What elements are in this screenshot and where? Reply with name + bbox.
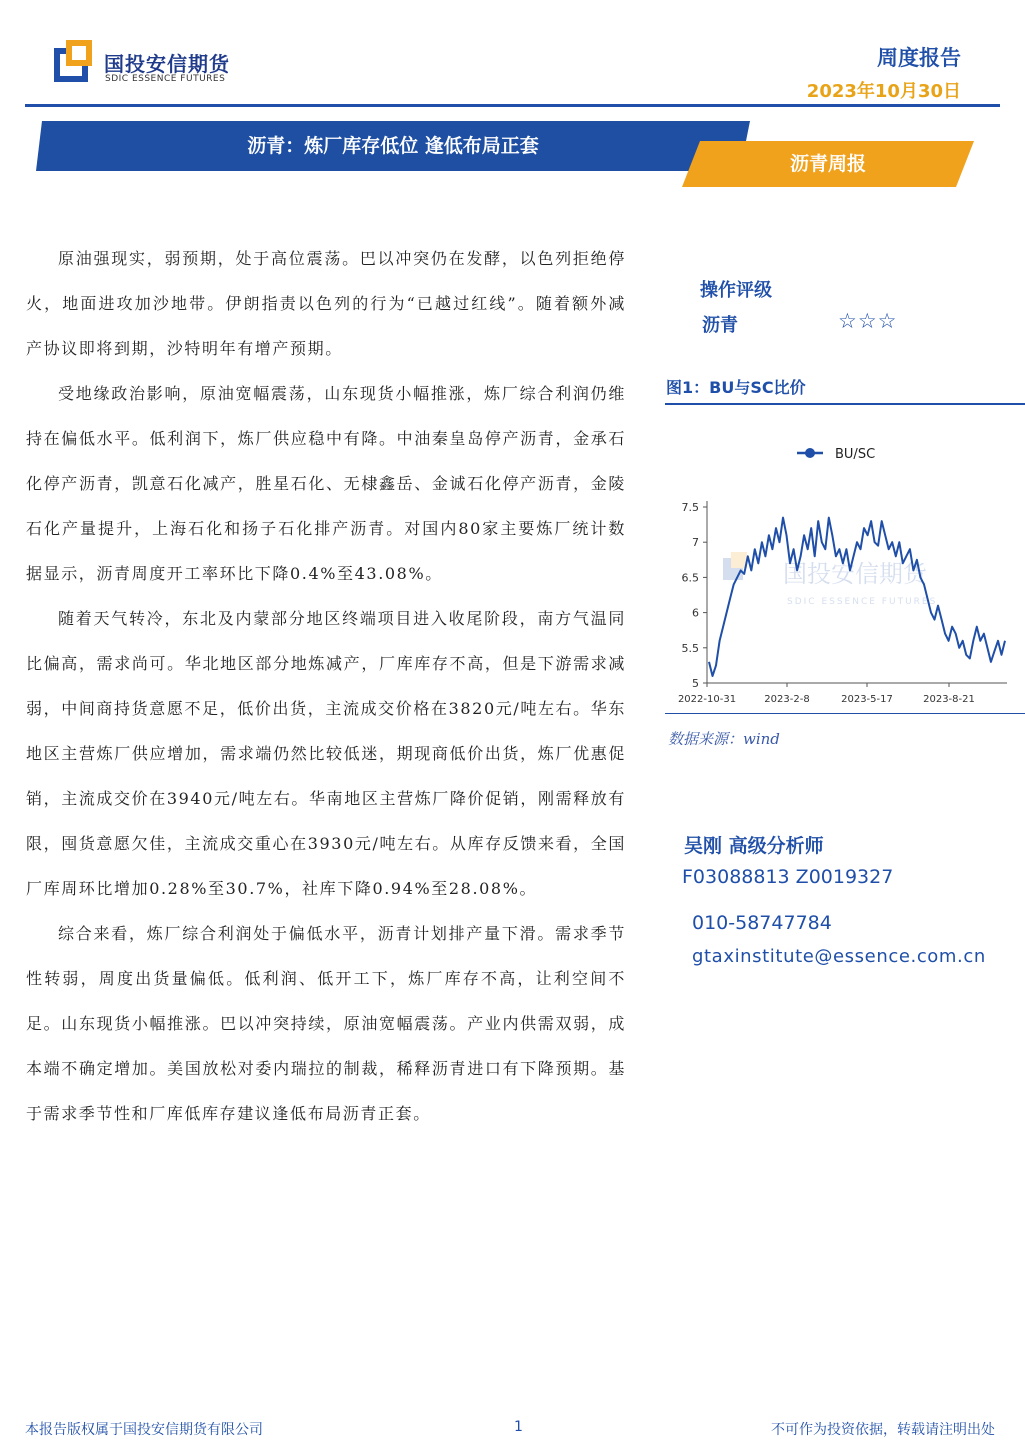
y-tick-label: 6 [692, 606, 699, 620]
company-name-cn: 国投安信期货 [104, 52, 230, 76]
report-type: 周度报告 [877, 46, 961, 70]
rating-title: 操作评级 [700, 280, 772, 301]
paragraph: 随着天气转冷，东北及内蒙部分地区终端项目进入收尾阶段，南方气温同比偏高，需求尚可。华北地区部分地炼减产，厂库库存不高，但是下游需求减弱，中间商持货意愿不足，低价出货，主流成交价格在3820元/吨左右。华东地区主营炼厂供应增加，需求端仍然比较低迷，期现商低价出货，炼厂优惠促销，主流成交价在3940元/吨左右。华南地区主营炼厂降价促销，刚需释放有限，囤货意愿欠佳，主流成交重心在3930元/吨左右。从库存反馈来看，全国厂库周环比增加0.28%至30.7%，社库下降0.94%至28.08%。 [26, 609, 626, 898]
y-tick-label: 7.5 [681, 501, 699, 514]
data-source: 数据来源：wind [668, 730, 780, 748]
analyst-phone: 010-58747784 [692, 912, 832, 934]
x-tick-label: 2022-10-31 [677, 694, 737, 705]
analyst-certificate: F03088813 Z0019327 [682, 866, 894, 888]
report-title: 沥青：炼厂库存低位 逢低布局正套 [247, 135, 539, 157]
y-tick-label: 5.5 [681, 641, 699, 655]
page-number: 1 [514, 1419, 523, 1435]
paragraph: 受地缘政治影响，原油宽幅震荡，山东现货小幅推涨，炼厂综合利润仍维持在偏低水平。低利润下，炼厂供应稳中有降。中油秦皇岛停产沥青，金承石化停产沥青，凯意石化减产，胜星石化、无棣鑫岳、金诚石化停产沥青，金陵石化产量提升，上海石化和扬子石化排产沥青。对国内80家主要炼厂统计数据显示，沥青周度开工率环比下降0.4%至43.08%。 [26, 384, 626, 583]
body-text [26, 236, 626, 1136]
rating-product: 沥青 [702, 315, 738, 336]
x-tick-label: 2023-2-8 [764, 694, 810, 705]
company-name-en: SDIC ESSENCE FUTURES [105, 74, 226, 84]
watermark-cn: 国投安信期货 [783, 560, 927, 588]
analyst-name: 吴刚 高级分析师 [684, 835, 824, 857]
y-tick-label: 5 [692, 677, 699, 690]
paragraph: 原油强现实，弱预期，处于高位震荡。巴以冲突仍在发酵，以色列拒绝停火，地面进攻加沙地带。伊朗指责以色列的行为“已越过红线”。随着额外减产协议即将到期，沙特明年有增产预期。 [26, 249, 626, 358]
y-tick-label: 6.5 [681, 571, 699, 585]
figure-top-rule [665, 403, 1025, 405]
analyst-email[interactable]: gtaxinstitute@essence.com.cn [692, 946, 986, 967]
report-date: 2023年10月30日 [806, 81, 961, 102]
paragraph: 综合来看，炼厂综合利润处于偏低水平，沥青计划排产量下滑。需求季节性转弱，周度出货量偏低。低利润、低开工下，炼厂库存不高，让利空间不足。山东现货小幅推涨。巴以冲突持续，原油宽幅震荡。产业内供需双弱，成本端不确定增加。美国放松对委内瑞拉的制裁，稀释沥青进口有下降预期。基于需求季节性和厂库低库存建议逢低布局沥青正套。 [26, 924, 626, 1123]
legend-label: BU/SC [835, 447, 876, 462]
rating-stars: ☆☆☆ [838, 309, 898, 333]
watermark-en: SDIC ESSENCE FUTURES [787, 597, 938, 607]
figure-caption: 图1：BU与SC比价 [666, 378, 806, 397]
company-logo-icon [54, 40, 94, 84]
section-tag-label: 沥青周报 [789, 153, 866, 175]
legend-marker [805, 448, 815, 458]
y-tick-label: 7 [692, 536, 699, 550]
x-tick-label: 2023-5-17 [841, 694, 893, 705]
footer-copyright: 本报告版权属于国投安信期货有限公司 [25, 1422, 263, 1438]
footer-disclaimer: 不可作为投资依据，转载请注明出处 [771, 1422, 995, 1438]
header-divider [25, 104, 1000, 107]
x-tick-label: 2023-8-21 [923, 694, 975, 705]
bu-sc-ratio-chart [665, 410, 1020, 710]
figure-bottom-rule [665, 713, 1025, 714]
